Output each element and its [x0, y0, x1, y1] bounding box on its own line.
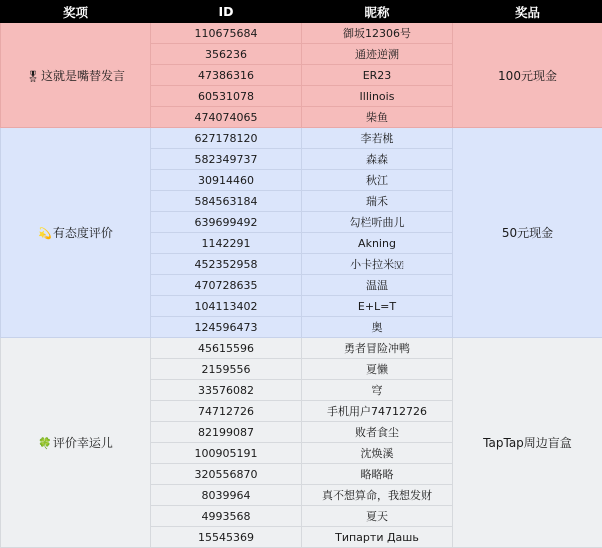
id-cell: 584563184 — [151, 191, 302, 212]
id-cell: 15545369 — [151, 527, 302, 548]
id-cell: 74712726 — [151, 401, 302, 422]
id-cell: 104113402 — [151, 296, 302, 317]
table-body — [1, 23, 602, 548]
nickname-cell: 沈焕溪 — [302, 443, 453, 464]
id-cell: 627178120 — [151, 128, 302, 149]
nickname-cell: 手机用户74712726 — [302, 401, 453, 422]
award-emoji-icon: 🎖 — [26, 70, 40, 83]
nickname-cell: 夏天 — [302, 506, 453, 527]
id-cell: 356236 — [151, 44, 302, 65]
id-cell: 47386316 — [151, 65, 302, 86]
id-cell: 470728635 — [151, 275, 302, 296]
nickname-cell: Akning — [302, 233, 453, 254]
nickname-cell: 勇者冒险冲鸭 — [302, 338, 453, 359]
header-award: 奖项 — [1, 1, 151, 23]
nickname-cell: Illinois — [302, 86, 453, 107]
prize-cell: TapTap周边盲盒 — [453, 338, 602, 548]
nickname-cell: 略略略 — [302, 464, 453, 485]
nickname-cell: 李若桃 — [302, 128, 453, 149]
award-cell — [1, 23, 151, 128]
award-label: 评价幸运儿 — [53, 436, 113, 450]
nickname-cell: 温温 — [302, 275, 453, 296]
nickname-cell: 柴鱼 — [302, 107, 453, 128]
award-label: 有态度评价 — [53, 226, 113, 240]
id-cell: 124596473 — [151, 317, 302, 338]
nickname-cell: 通迹逆溯 — [302, 44, 453, 65]
id-cell: 110675684 — [151, 23, 302, 44]
id-cell: 30914460 — [151, 170, 302, 191]
id-cell: 474074065 — [151, 107, 302, 128]
id-cell: 582349737 — [151, 149, 302, 170]
id-cell: 452352958 — [151, 254, 302, 275]
prize-cell: 50元现金 — [453, 128, 602, 338]
award-emoji-icon: 💫 — [38, 227, 52, 240]
nickname-cell: 御坂12306号 — [302, 23, 453, 44]
header-id: ID — [151, 1, 302, 23]
id-cell: 2159556 — [151, 359, 302, 380]
id-cell: 4993568 — [151, 506, 302, 527]
nickname-cell: 勾栏听曲儿 — [302, 212, 453, 233]
nickname-cell: 森森 — [302, 149, 453, 170]
award-emoji-icon: 🍀 — [38, 437, 52, 450]
id-cell: 60531078 — [151, 86, 302, 107]
id-cell: 639699492 — [151, 212, 302, 233]
nickname-cell: Типарти Дашь — [302, 527, 453, 548]
header-nickname: 昵称 — [302, 1, 453, 23]
nickname-cell: 小卡拉米🇻 — [302, 254, 453, 275]
nickname-cell: E+L=T — [302, 296, 453, 317]
header-prize: 奖品 — [453, 1, 602, 23]
id-cell: 82199087 — [151, 422, 302, 443]
header-row — [1, 1, 602, 23]
nickname-cell: 奥 — [302, 317, 453, 338]
nickname-cell: 夏懒 — [302, 359, 453, 380]
id-cell: 1142291 — [151, 233, 302, 254]
award-cell — [1, 128, 151, 338]
nickname-cell: 秋江 — [302, 170, 453, 191]
id-cell: 320556870 — [151, 464, 302, 485]
nickname-cell: 败者食尘 — [302, 422, 453, 443]
table-row — [1, 128, 602, 149]
nickname-cell: 瑞禾 — [302, 191, 453, 212]
id-cell: 8039964 — [151, 485, 302, 506]
table-row — [1, 338, 602, 359]
nickname-cell: ER23 — [302, 65, 453, 86]
prize-cell: 100元现金 — [453, 23, 602, 128]
nickname-cell: 穹 — [302, 380, 453, 401]
nickname-cell: 真不想算命，我想发财 — [302, 485, 453, 506]
award-cell — [1, 338, 151, 548]
award-label: 这就是嘴替发言 — [41, 69, 125, 83]
id-cell: 100905191 — [151, 443, 302, 464]
id-cell: 45615596 — [151, 338, 302, 359]
table-row — [1, 23, 602, 44]
id-cell: 33576082 — [151, 380, 302, 401]
